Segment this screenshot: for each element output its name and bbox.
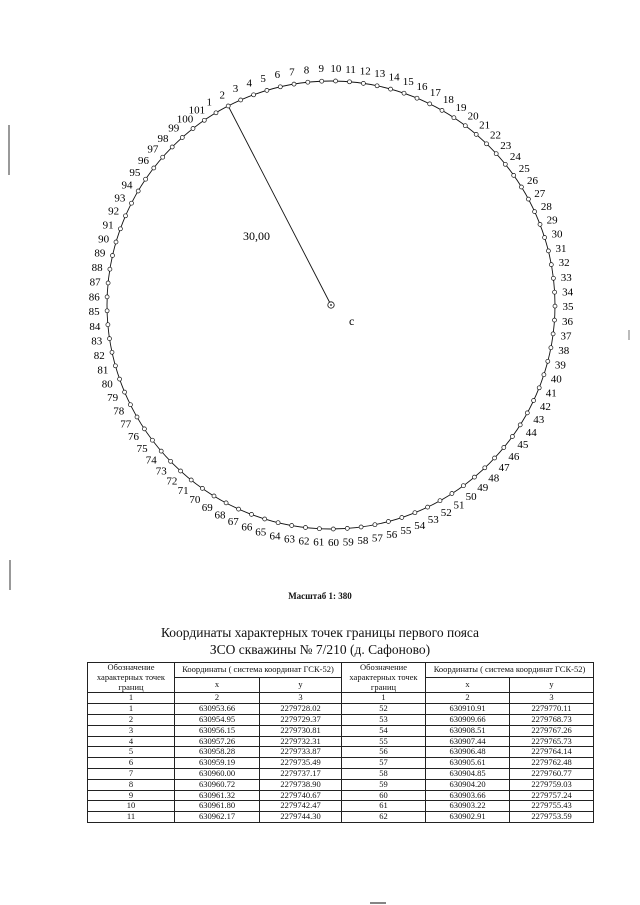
boundary-point-label: 99	[168, 122, 180, 135]
y-coordinate-cell: 2279767.26	[510, 725, 594, 736]
boundary-point-label: 7	[289, 66, 295, 79]
boundary-point-label: 65	[255, 526, 267, 539]
boundary-point-label: 14	[388, 71, 400, 84]
boundary-point-label: 94	[121, 179, 133, 192]
point-number-cell: 11	[88, 812, 175, 823]
boundary-point-label: 92	[108, 205, 120, 218]
point-number-cell: 3	[88, 725, 175, 736]
scale-caption: Масштаб 1: 380	[288, 591, 352, 601]
column-header-coordinates: Координаты ( система координат ГСК-52)	[426, 663, 594, 678]
y-coordinate-cell: 2279759.03	[510, 779, 594, 790]
boundary-point-label: 66	[241, 521, 253, 534]
column-number: 2	[175, 693, 260, 704]
boundary-point-label: 31	[555, 242, 567, 255]
boundary-point-label: 41	[545, 387, 557, 400]
point-number-cell: 58	[342, 768, 426, 779]
boundary-point-label: 45	[517, 439, 529, 452]
boundary-point-label: 32	[558, 257, 570, 270]
boundary-point-label: 23	[500, 140, 512, 152]
y-coordinate-cell: 2279729.37	[260, 714, 342, 725]
x-coordinate-cell: 630957.26	[175, 736, 260, 747]
column-number: 1	[342, 693, 426, 704]
boundary-point-label: 17	[429, 87, 441, 100]
boundary-point-label: 37	[560, 330, 572, 343]
y-coordinate-cell: 2279732.31	[260, 736, 342, 747]
point-number-cell: 62	[342, 812, 426, 823]
y-coordinate-cell: 2279755.43	[510, 801, 594, 812]
boundary-point-label: 52	[440, 507, 452, 520]
boundary-point-label: 57	[371, 532, 383, 545]
x-coordinate-cell: 630958.28	[175, 747, 260, 758]
y-coordinate-cell: 2279735.49	[260, 758, 342, 769]
boundary-point-label: 62	[298, 535, 310, 548]
point-number-cell: 9	[88, 790, 175, 801]
point-number-cell: 56	[342, 747, 426, 758]
boundary-point-label: 53	[427, 513, 439, 526]
boundary-point-label: 90	[98, 233, 110, 246]
boundary-point-label: 15	[402, 75, 414, 88]
y-coordinate-cell: 2279744.30	[260, 812, 342, 823]
radius-label: 30,00	[243, 229, 270, 243]
boundary-point-label: 73	[155, 465, 167, 478]
x-coordinate-cell: 630908.51	[426, 725, 510, 736]
column-header-point: Обозначение характерных точек границ	[342, 663, 426, 693]
boundary-point-label: 80	[101, 378, 113, 391]
boundary-point-label: 48	[488, 472, 500, 485]
boundary-point-label: 98	[157, 132, 169, 145]
y-coordinate-cell: 2279760.77	[510, 768, 594, 779]
y-coordinate-cell: 2279757.24	[510, 790, 594, 801]
table-title-line-1: Координаты характерных точек границы первого пояса	[160, 625, 480, 640]
boundary-point-label: 91	[102, 219, 114, 232]
x-coordinate-cell: 630904.20	[426, 779, 510, 790]
boundary-point-label: 26	[527, 175, 538, 188]
y-coordinate-cell: 2279768.73	[510, 714, 594, 725]
point-number-cell: 8	[88, 779, 175, 790]
y-coordinate-cell: 2279728.02	[260, 704, 342, 715]
point-number-cell: 6	[88, 758, 175, 769]
point-number-cell: 59	[342, 779, 426, 790]
boundary-point-label: 20	[467, 110, 479, 123]
boundary-point-label: 79	[107, 392, 119, 405]
boundary-point-label: 54	[414, 519, 426, 532]
boundary-point-label: 86	[88, 291, 100, 304]
y-coordinate-cell: 2279762.48	[510, 758, 594, 769]
column-header-point: Обозначение характерных точек границ	[88, 663, 175, 693]
x-coordinate-cell: 630961.32	[175, 790, 260, 801]
boundary-point-label: 33	[560, 271, 572, 284]
center-label: с	[349, 314, 355, 328]
boundary-point-label: 75	[136, 443, 148, 456]
column-number: 1	[88, 693, 175, 704]
boundary-point-label: 60	[328, 537, 339, 549]
point-number-cell: 54	[342, 725, 426, 736]
x-coordinate-cell: 630907.44	[426, 736, 510, 747]
boundary-point-label: 61	[313, 536, 325, 549]
x-coordinate-cell: 630956.15	[175, 725, 260, 736]
boundary-point-label: 11	[345, 63, 356, 76]
x-coordinate-cell: 630961.80	[175, 801, 260, 812]
boundary-point-label: 1	[206, 96, 213, 109]
point-number-cell: 10	[88, 801, 175, 812]
boundary-point-label: 24	[509, 151, 521, 164]
boundary-point-label: 78	[113, 405, 125, 418]
point-number-cell: 61	[342, 801, 426, 812]
boundary-point-label: 84	[89, 320, 101, 333]
boundary-point-label: 46	[508, 450, 520, 463]
boundary-point-label: 85	[88, 306, 100, 319]
boundary-point-label: 35	[562, 301, 574, 314]
column-header-coordinates: Координаты ( система координат ГСК-52)	[175, 663, 342, 678]
column-header-y: y	[260, 678, 342, 693]
point-number-cell: 55	[342, 736, 426, 747]
column-number: 2	[426, 693, 510, 704]
x-coordinate-cell: 630960.00	[175, 768, 260, 779]
y-coordinate-cell: 2279770.11	[510, 704, 594, 715]
boundary-point-label: 47	[498, 461, 510, 474]
x-coordinate-cell: 630910.91	[426, 704, 510, 715]
y-coordinate-cell: 2279738.90	[260, 779, 342, 790]
column-number: 3	[260, 693, 342, 704]
boundary-point-label: 8	[303, 64, 310, 77]
boundary-point-label: 64	[269, 530, 281, 543]
boundary-point-label: 50	[465, 491, 477, 504]
x-coordinate-cell: 630906.48	[426, 747, 510, 758]
boundary-point-label: 89	[94, 247, 106, 260]
x-coordinate-cell: 630903.66	[426, 790, 510, 801]
boundary-point-label: 38	[558, 345, 570, 358]
boundary-point-label: 81	[97, 364, 109, 377]
x-coordinate-cell: 630954.95	[175, 714, 260, 725]
boundary-point-label: 56	[386, 529, 398, 542]
boundary-point-label: 96	[138, 155, 149, 167]
boundary-point-label: 19	[455, 101, 467, 114]
boundary-point-label: 39	[554, 359, 566, 372]
boundary-point-label: 30	[551, 228, 563, 241]
x-coordinate-cell: 630962.17	[175, 812, 260, 823]
boundary-point-label: 29	[546, 214, 558, 227]
boundary-point-label: 21	[479, 119, 491, 132]
boundary-point-label: 93	[114, 192, 126, 205]
point-number-cell: 52	[342, 704, 426, 715]
point-number-cell: 5	[88, 747, 175, 758]
point-number-cell: 60	[342, 790, 426, 801]
boundary-point-label: 55	[400, 524, 412, 537]
boundary-point-label: 68	[214, 509, 226, 522]
boundary-point-label: 10	[330, 63, 342, 76]
column-header-x: x	[175, 678, 260, 693]
x-coordinate-cell: 630904.85	[426, 768, 510, 779]
boundary-point-label: 72	[166, 475, 178, 488]
boundary-point-label: 42	[539, 401, 551, 414]
boundary-point-label: 51	[453, 499, 465, 512]
boundary-point-label: 63	[284, 533, 295, 546]
boundary-point-label: 25	[518, 162, 530, 175]
boundary-point-label: 28	[540, 201, 552, 214]
x-coordinate-cell: 630903.22	[426, 801, 510, 812]
boundary-point-label: 22	[490, 129, 501, 142]
boundary-point-label: 34	[562, 286, 574, 299]
boundary-point-label: 70	[189, 494, 201, 506]
x-coordinate-cell: 630909.66	[426, 714, 510, 725]
boundary-point-label: 43	[533, 414, 545, 427]
x-coordinate-cell: 630959.19	[175, 758, 260, 769]
boundary-point-label: 27	[534, 187, 546, 200]
point-number-cell: 4	[88, 736, 175, 747]
column-header-x: x	[426, 678, 510, 693]
boundary-point-label: 77	[120, 418, 132, 431]
boundary-point-label: 69	[201, 502, 213, 515]
boundary-point-label: 100	[176, 113, 194, 126]
boundary-point-label: 6	[274, 69, 281, 82]
y-coordinate-cell: 2279730.81	[260, 725, 342, 736]
y-coordinate-cell: 2279737.17	[260, 768, 342, 779]
point-number-cell: 53	[342, 714, 426, 725]
column-number: 3	[510, 693, 594, 704]
table-title-line-2: ЗСО скважины № 7/210 (д. Сафоново)	[209, 642, 431, 657]
point-number-cell: 7	[88, 768, 175, 779]
boundary-point-label: 74	[145, 454, 157, 467]
boundary-point-label: 88	[91, 262, 103, 275]
y-coordinate-cell: 2279740.67	[260, 790, 342, 801]
boundary-point-label: 13	[374, 68, 386, 81]
boundary-point-label: 87	[89, 276, 101, 289]
y-coordinate-cell: 2279733.87	[260, 747, 342, 758]
boundary-point-label: 49	[477, 482, 489, 495]
x-coordinate-cell: 630953.66	[175, 704, 260, 715]
point-number-cell: 1	[88, 704, 175, 715]
point-number-cell: 57	[342, 758, 426, 769]
boundary-point-label: 97	[147, 143, 159, 156]
point-number-cell: 2	[88, 714, 175, 725]
boundary-point-label: 59	[342, 536, 354, 549]
boundary-point-label: 9	[318, 63, 324, 76]
boundary-point-label: 76	[128, 431, 139, 443]
boundary-point-label: 3	[232, 83, 239, 96]
boundary-point-label: 44	[525, 426, 537, 439]
boundary-point-label: 16	[416, 81, 428, 94]
boundary-point-label: 58	[357, 534, 369, 547]
boundary-point-label: 12	[359, 65, 371, 78]
boundary-point-label: 71	[177, 485, 189, 498]
boundary-point-label: 82	[93, 350, 105, 362]
boundary-point-label: 2	[219, 89, 225, 102]
boundary-point-label: 18	[442, 94, 454, 107]
x-coordinate-cell: 630960.72	[175, 779, 260, 790]
y-coordinate-cell: 2279742.47	[260, 801, 342, 812]
y-coordinate-cell: 2279753.59	[510, 812, 594, 823]
boundary-point-label: 4	[246, 77, 252, 90]
boundary-point-label: 83	[91, 335, 103, 348]
y-coordinate-cell: 2279765.73	[510, 736, 594, 747]
boundary-point-label: 95	[129, 166, 141, 179]
boundary-point-label: 36	[562, 315, 573, 328]
boundary-point-label: 67	[227, 515, 239, 528]
x-coordinate-cell: 630902.91	[426, 812, 510, 823]
x-coordinate-cell: 630905.61	[426, 758, 510, 769]
boundary-point-label: 101	[188, 104, 206, 117]
boundary-point-label: 5	[260, 72, 266, 85]
boundary-point-label: 40	[550, 373, 562, 386]
y-coordinate-cell: 2279764.14	[510, 747, 594, 758]
column-header-y: y	[510, 678, 594, 693]
